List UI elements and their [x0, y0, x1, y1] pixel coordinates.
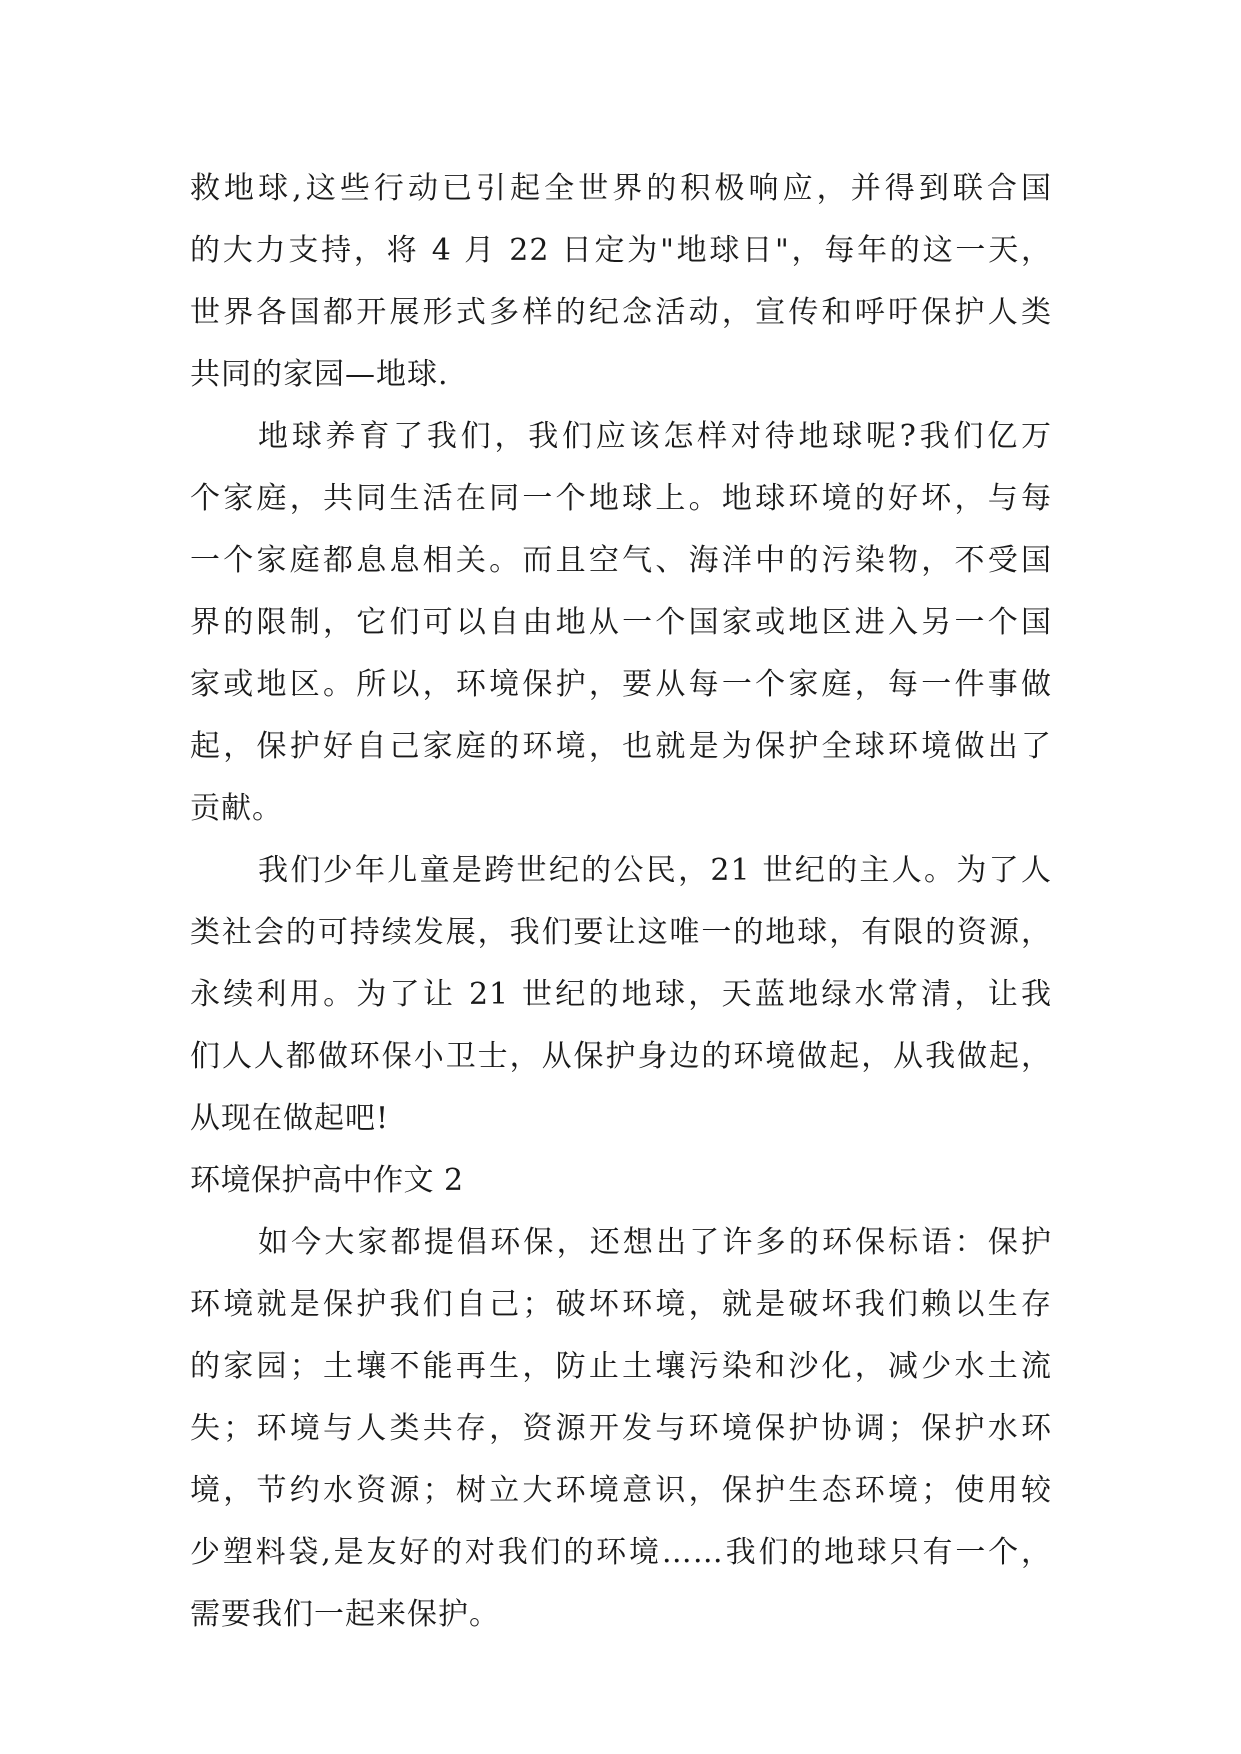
text-line: 们人人都做环保小卫士，从保护身边的环境做起，从我做起，	[190, 1039, 1052, 1074]
text-line: 个家庭，共同生活在同一个地球上。地球环境的好坏，与每	[190, 481, 1052, 516]
paragraph-3	[190, 840, 1052, 1150]
text-line: 我们少年儿童是跨世纪的公民，21 世纪的主人。为了人	[258, 853, 1052, 888]
text-line: 类社会的可持续发展，我们要让这唯一的地球，有限的资源，	[190, 915, 1052, 950]
text-line: 的大力支持，将 4 月 22 日定为"地球日"，每年的这一天，	[190, 233, 1052, 268]
text-line: 一个家庭都息息相关。而且空气、海洋中的污染物，不受国	[190, 543, 1052, 578]
text-line: 失；环境与人类共存，资源开发与环境保护协调；保护水环	[190, 1411, 1052, 1446]
text-line: 少塑料袋,是友好的对我们的环境……我们的地球只有一个，	[190, 1535, 1052, 1570]
text-line: 起，保护好自己家庭的环境，也就是为保护全球环境做出了	[190, 729, 1052, 764]
paragraph-2	[190, 406, 1052, 840]
paragraph-4	[190, 1212, 1052, 1646]
text-line: 环境就是保护我们自己；破坏环境，就是破坏我们赖以生存	[190, 1287, 1052, 1322]
text-line: 救地球,这些行动已引起全世界的积极响应，并得到联合国	[190, 171, 1052, 206]
text-line: 永续利用。为了让 21 世纪的地球，天蓝地绿水常清，让我	[190, 977, 1052, 1012]
text-line: 界的限制，它们可以自由地从一个国家或地区进入另一个国	[190, 605, 1052, 640]
document-page	[190, 158, 1052, 1646]
text-line: 的家园；土壤不能再生，防止土壤污染和沙化，减少水土流	[190, 1349, 1052, 1384]
text-line: 贡献。	[190, 791, 283, 826]
text-line: 需要我们一起来保护。	[190, 1597, 500, 1632]
text-line: 世界各国都开展形式多样的纪念活动，宣传和呼吁保护人类	[190, 295, 1052, 330]
text-line: 境，节约水资源；树立大环境意识，保护生态环境；使用较	[190, 1473, 1052, 1508]
section-heading: 环境保护高中作文 2	[190, 1163, 464, 1198]
text-line: 家或地区。所以，环境保护，要从每一个家庭，每一件事做	[190, 667, 1052, 702]
text-line: 从现在做起吧!	[190, 1101, 390, 1136]
text-line: 如今大家都提倡环保，还想出了许多的环保标语：保护	[258, 1225, 1052, 1260]
text-line: 地球养育了我们，我们应该怎样对待地球呢?我们亿万	[258, 419, 1052, 454]
paragraph-1	[190, 158, 1052, 406]
text-line: 共同的家园—地球.	[190, 357, 449, 392]
